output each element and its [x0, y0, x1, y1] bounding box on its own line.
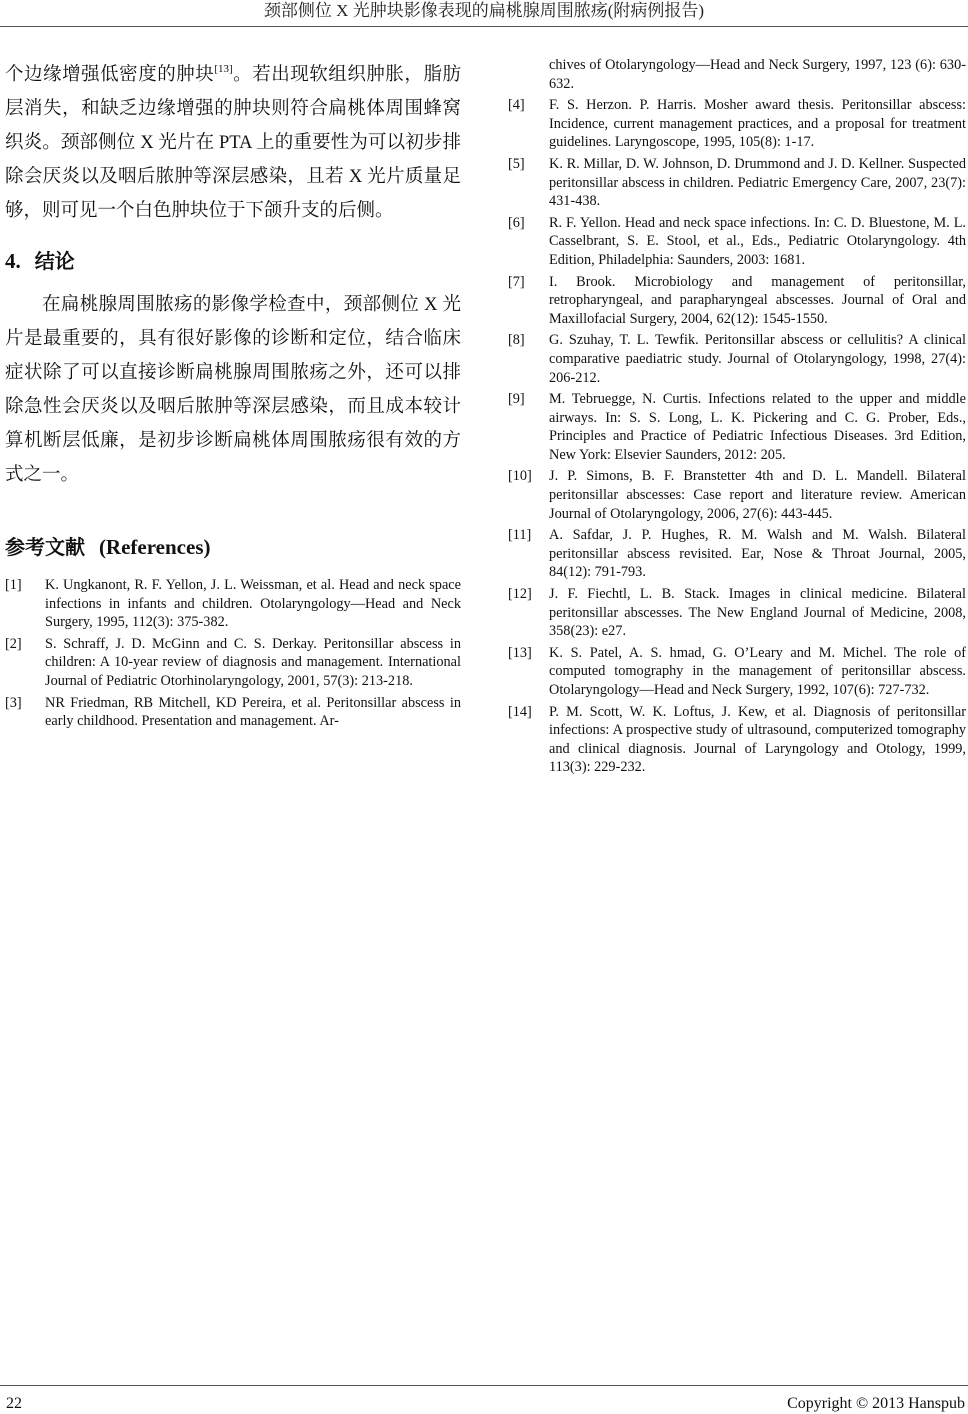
reference-text: J. F. Fiechtl, L. B. Stack. Images in clinical medicine. Bilateral peritonsillar abscesses. The New England Journal of Medicine, 2008, 358(23): e27. [549, 586, 966, 640]
copyright-notice: Copyright © 2013 Hanspub [787, 1395, 965, 1412]
reference-number: [1] [5, 577, 22, 593]
reference-item [508, 331, 966, 387]
page-number: 22 [6, 1395, 22, 1412]
intro-paragraph [5, 58, 461, 228]
reference-item [508, 526, 966, 582]
reference-text: M. Tebruegge, N. Curtis. Infections related to the upper and middle airways. In: S. S. Long, L. K. Pickering and C. G. Prober, Eds., Principles and Practice of Pediatric Infectious Diseases. 3rd Edition, New York: Elsevier Saunders, 2012: 205. [549, 391, 966, 463]
reference-text: R. F. Yellon. Head and neck space infections. In: C. D. Bluestone, M. L. Casselbrant, S. E. Stool, et al., Eds., Pediatric Otolaryngology. 4th Edition, Philadelphia: Saunders, 2003: 1681. [549, 214, 966, 268]
reference-item [508, 273, 966, 329]
right-column [508, 56, 966, 780]
reference-number: [4] [508, 97, 525, 114]
intro-text-after-citation: 。若出现软组织肿胀，脂肪层消失，和缺乏边缘增强的肿块则符合扁桃体周围蜂窝织炎。颈部侧位 X 光片在 PTA 上的重要性为可以初步排除会厌炎以及咽后脓肿等深层感染，且若 X 光片质量足够，则可见一个白色肿块位于下颌升支的后侧。 [5, 65, 461, 221]
header-divider [0, 26, 968, 27]
reference-number: [10] [508, 468, 532, 485]
reference-item [5, 635, 461, 691]
reference-text: K. R. Millar, D. W. Johnson, D. Drummond and J. D. Kellner. Suspected peritonsillar abscess in children. Pediatric Emergency Care, 2007, 23(7): 431-438. [549, 155, 966, 210]
reference-text: NR Friedman, RB Mitchell, KD Pereira, et al. Peritonsillar abscess in early childhood. Presentation and management. Ar- [45, 694, 461, 730]
reference-continuation: chives of Otolaryngology—Head and Neck Surgery, 1997, 123 (6): 630-632. [549, 57, 966, 92]
reference-text: J. P. Simons, B. F. Branstetter 4th and D. L. Mandell. Bilateral peritonsillar abscesses: Case report and literature review. American Journal of Otolaryngology, 2006, 27(6): 443-445. [549, 468, 966, 522]
reference-item [508, 585, 966, 641]
reference-item [508, 467, 966, 523]
reference-number: [9] [508, 391, 525, 408]
reference-number: [8] [508, 332, 525, 349]
intro-text-before-citation: 个边缘增强低密度的肿块 [5, 65, 215, 85]
reference-text: I. Brook. Microbiology and management of peritonsillar, retropharyngeal, and parapharyngeal abscesses. Journal of Oral and Maxillofacial Surgery, 2004, 62(12): 1545-1550. [549, 273, 966, 327]
references-heading-cn: 参考文献 [5, 535, 85, 559]
reference-text: G. Szuhay, T. L. Tewfik. Peritonsillar abscess or cellulitis? A clinical comparative paediatric study. Journal of Otolaryngology, 1998, 27(4): 206-212. [549, 332, 966, 386]
references-heading-en: (References) [98, 535, 211, 559]
reference-item [508, 96, 966, 152]
left-column [5, 58, 461, 734]
reference-text: K. S. Patel, A. S. hmad, G. O’Leary and M. Michel. The role of computed tomography in the management of peritonsillar abscess. Otolaryngology—Head and Neck Surgery, 1992, 107(6): 727-732. [549, 644, 966, 698]
reference-number: [5] [508, 155, 525, 172]
reference-item [508, 214, 966, 270]
conclusion-heading [5, 246, 461, 276]
reference-item [508, 390, 966, 464]
reference-text: P. M. Scott, W. K. Loftus, J. Kew, et al. Diagnosis of peritonsillar infections: A prospective study of ultrasound, computerized tomography and clinical diagnosis. Journal of Laryngology and Otology, 1999, 113(3): 229-232. [549, 703, 966, 776]
reference-number: [2] [5, 635, 22, 652]
reference-number: [11] [508, 527, 532, 544]
reference-item [5, 576, 461, 632]
reference-number: [14] [508, 703, 532, 720]
section-title: 结论 [34, 249, 75, 273]
reference-item [508, 644, 966, 700]
running-header: 颈部侧位 X 光肿块影像表现的扁桃腺周围脓疡(附病例报告) [263, 1, 705, 20]
reference-text: K. Ungkanont, R. F. Yellon, J. L. Weissman, et al. Head and neck space infections in infants and children. Otolaryngology—Head and Neck Surgery, 1995, 112(3): 375-382. [45, 577, 461, 631]
reference-number: [12] [508, 586, 532, 603]
reference-number: [6] [508, 214, 525, 231]
reference-number: [13] [508, 644, 532, 661]
reference-item [508, 155, 966, 211]
reference-text: S. Schraff, J. D. McGinn and C. S. Derkay. Peritonsillar abscess in children: A 10-year review of diagnosis and management. International Journal of Pediatric Otorhinolaryngology, 2001, 57(3): 213-218. [45, 635, 461, 689]
reference-item [5, 694, 461, 731]
section-number: 4. [5, 249, 21, 273]
reference-list-right [508, 96, 966, 777]
reference-list-left [5, 576, 461, 731]
reference-number: [7] [508, 273, 525, 290]
conclusion-paragraph: 在扁桃腺周围脓疡的影像学检查中，颈部侧位 X 光片是最重要的，具有很好影像的诊断和定位，结合临床症状除了可以直接诊断扁桃腺周围脓疡之外，还可以排除急性会厌炎以及咽后脓肿等深层感染，而且成本较计算机断层低廉，是初步诊断扁桃体周围脓疡很有效的方式之一。 [5, 295, 461, 485]
citation-link[interactable]: [13] [214, 63, 233, 75]
reference-text: A. Safdar, J. P. Hughes, R. M. Walsh and M. Walsh. Bilateral peritonsillar abscess revisited. Ear, Nose & Throat Journal, 2005, 84(12): 791-793. [549, 527, 966, 581]
footer-divider [0, 1385, 968, 1386]
reference-text: F. S. Herzon. P. Harris. Mosher award thesis. Peritonsillar abscess: Incidence, current management practices, and a proposal for treatment guidelines. Laryngoscope, 1995, 105(8): 1-17. [549, 97, 966, 151]
reference-item [508, 703, 966, 777]
references-heading [5, 532, 461, 562]
reference-number: [3] [5, 694, 22, 711]
